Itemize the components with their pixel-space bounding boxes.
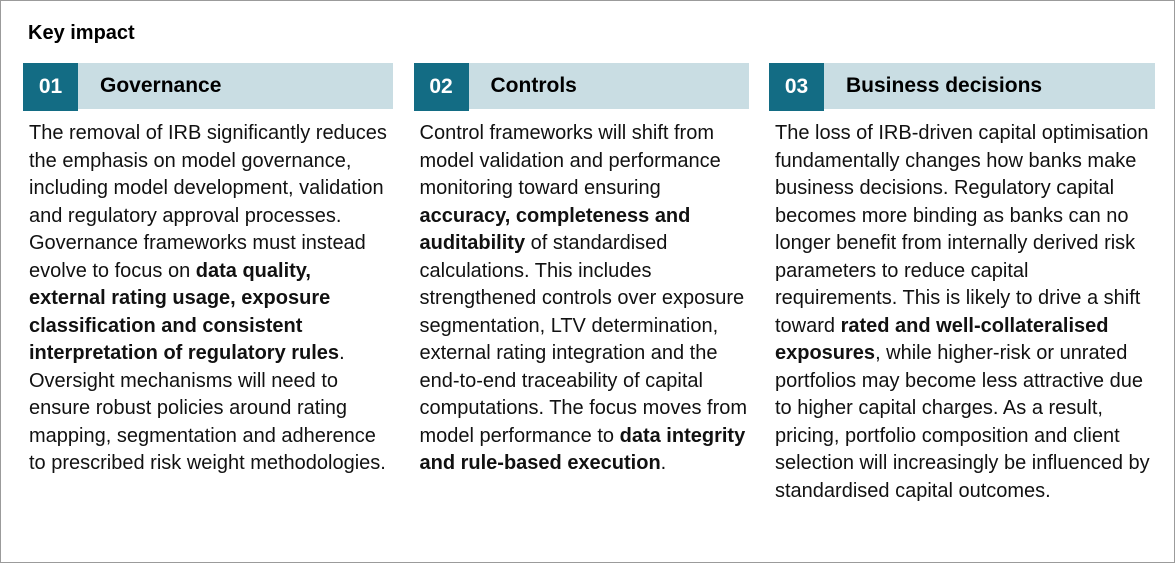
impact-column-business-decisions: [769, 63, 1155, 505]
column-header: [414, 63, 749, 111]
column-body-text: Control frameworks will shift from model validation and performance monitoring toward ensuring accuracy, completeness and auditability of standardised calculations. This includes strengthened controls over exposure segmentation, LTV determination, external rating integration and the end-to-end traceability of capital computations. The focus moves from model performance to data integrity and rule-based execution.: [419, 122, 748, 474]
columns-row: [23, 63, 1155, 505]
column-body-text: The removal of IRB significantly reduces the emphasis on model governance, including model development, validation and regulatory approval processes. Governance frameworks must instead evolve to focus on data quality, external rating usage, exposure classification and consistent interpretation of regulatory rules. Oversight mechanisms will need to ensure robust policies around rating mapping, segmentation and adherence to prescribed risk weight methodologies.: [29, 122, 387, 474]
page-title: Key impact: [28, 22, 135, 44]
header-bar: [78, 63, 393, 109]
number-badge: 01: [23, 63, 78, 111]
column-header: [769, 63, 1155, 111]
impact-column-controls: [414, 63, 749, 505]
column-heading: Governance: [100, 74, 222, 97]
header-bar: [469, 63, 749, 109]
number-badge: 02: [414, 63, 469, 111]
column-header: [23, 63, 393, 111]
header-bar: [824, 63, 1155, 109]
impact-column-governance: [23, 63, 393, 505]
column-body-text: The loss of IRB-driven capital optimisation fundamentally changes how banks make business decisions. Regulatory capital becomes more binding as banks can no longer benefit from internally derived risk parameters to reduce capital requirements. This is likely to drive a shift toward rated and well-collateralised exposures, while higher-risk or unrated portfolios may become less attractive due to higher capital charges. As a result, pricing, portfolio composition and client selection will increasingly be influenced by standardised capital outcomes.: [775, 122, 1150, 502]
column-heading: Business decisions: [846, 74, 1043, 97]
number-badge: 03: [769, 63, 824, 111]
column-heading: Controls: [490, 74, 577, 97]
